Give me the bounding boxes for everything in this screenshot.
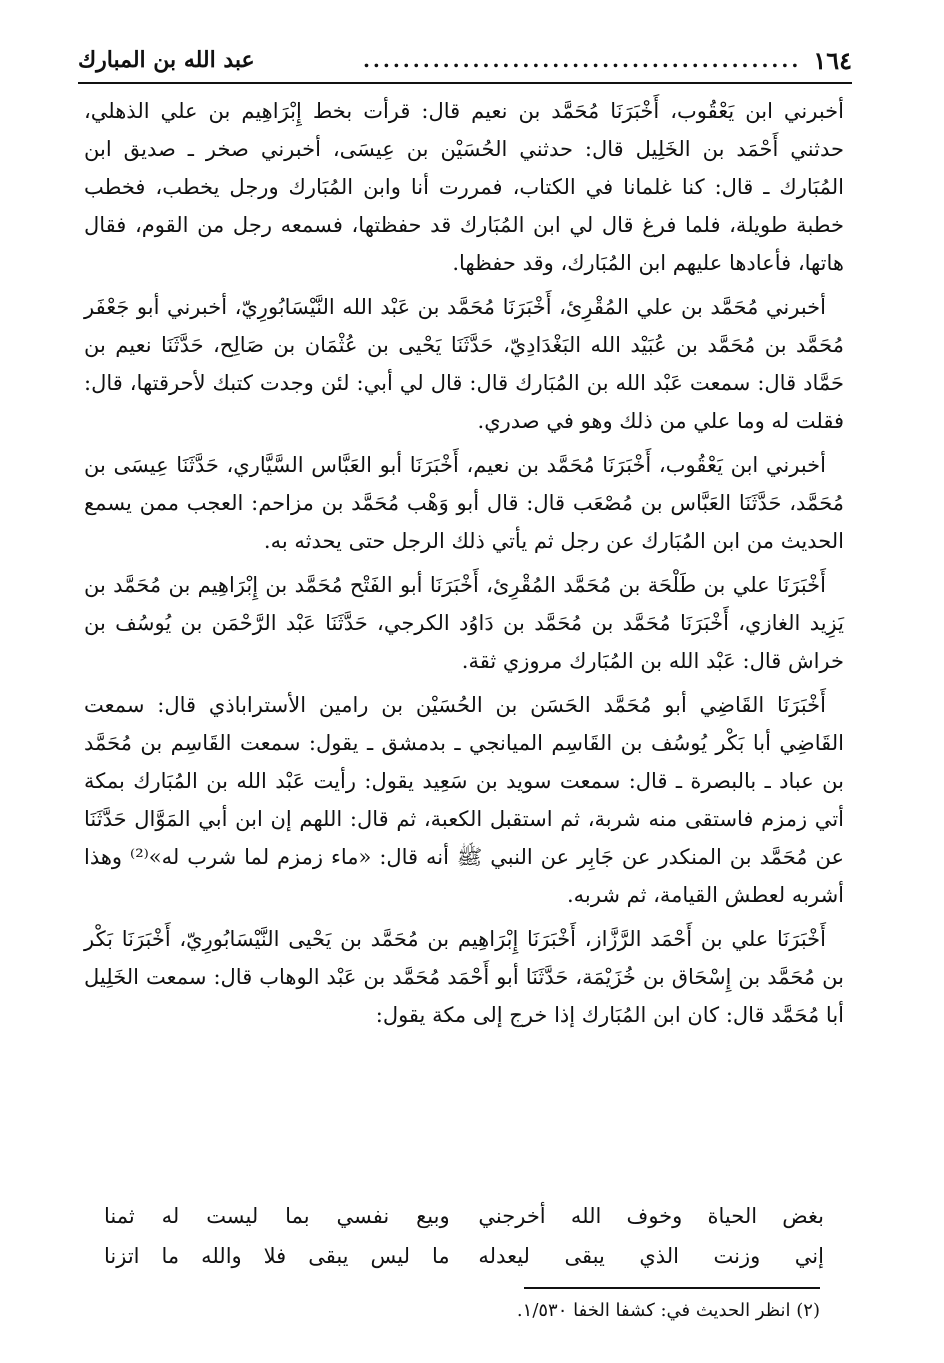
page-header bbox=[78, 38, 852, 84]
main-text bbox=[84, 92, 844, 1040]
footnote-divider bbox=[524, 1287, 820, 1289]
page-number: ١٦٤ bbox=[813, 45, 852, 75]
poem-second-hemistich: ما ليس يبقى فلا والله ما اتزنا bbox=[104, 1244, 450, 1268]
paragraph: أخبرني ابن يَعْقُوب، أَخْبَرَنَا مُحَمَّد بن نعيم، أَخْبَرَنَا أبو العَبَّاس السَّيَّاري، حَدَّثَنَا عِيسَى بن مُحَمَّد، حَدَّثَنَا العَبَّاس بن مُصْعَب قال: قال أبو وَهْب مُحَمَّد بن مزاحم: العجب ممن يسمع الحديث من ابن المُبَارك عن رجل ثم يأتي ذلك الرجل حتى يحدثه به. bbox=[84, 453, 844, 553]
footnote: (٢) انظر الحديث في: كشفا الخفا ١/٥٣٠. bbox=[516, 1300, 820, 1321]
poem-line bbox=[104, 1196, 824, 1236]
paragraph: أَخْبَرَنَا علي بن طَلْحَة بن مُحَمَّد المُقْرِئ، أَخْبَرَنَا أبو الفَتْح مُحَمَّد بن إِبْرَاهِيم بن مُحَمَّد بن يَزِيد الغازي، أَخْبَرَنَا مُحَمَّد بن مُحَمَّد بن دَاوُد الكرجي، حَدَّثَنَا عَبْد الرَّحْمَن بن يُوسُف بن خراش قال: عَبْد الله بن المُبَارك مروزي ثقة. bbox=[84, 573, 844, 673]
poem bbox=[104, 1196, 824, 1276]
poem-first-hemistich: بغض الحياة وخوف الله أخرجني bbox=[478, 1204, 824, 1228]
poem-first-hemistich: إني وزنت الذي يبقى ليعدله bbox=[478, 1244, 824, 1268]
poem-second-hemistich: وبيع نفسي بما ليست له ثمنا bbox=[104, 1204, 450, 1228]
paragraph: أخبرني ابن يَعْقُوب، أَخْبَرَنَا مُحَمَّد بن نعيم قال: قرأت بخط إِبْرَاهِيم بن علي الذهلي، حدثني أَحْمَد بن الخَلِيل قال: حدثني الحُسَيْن بن عِيسَى، أخبرني صخر ـ صديق ابن المُبَارك ـ قال: كنا غلمانا في الكتاب، فمررت أنا وابن المُبَارك ورجل يخطب، فخطب خطبة طويلة، فلما فرغ قال لي ابن المُبَارك قد حفظتها، فسمعه رجل من القوم، فقال هاتها، فأعادها عليهم ابن المُبَارك، وقد حفظها. bbox=[84, 99, 844, 275]
paragraph: أَخْبَرَنَا القَاضِي أبو مُحَمَّد الحَسَن بن الحُسَيْن بن رامين الأستراباذي قال: سمعت القَاضِي أبا بَكْر يُوسُف بن القَاسِم الميانجي ـ بدمشق ـ يقول: سمعت القَاسِم بن مُحَمَّد بن عباد ـ بالبصرة ـ قال: سمعت سويد بن سَعِيد يقول: رأيت عَبْد الله بن المُبَارك بمكة أتي زمزم فاستقى منه شربة، ثم استقبل الكعبة، ثم قال: اللهم إن ابن أبي المَوَّال حَدَّثَنَا عن مُحَمَّد بن المنكدر عن جَابِر عن النبي ﷺ أنه قال: «ماء زمزم لما شرب له»⁽²⁾ وهذا أشربه لعطش القيامة، ثم شربه. bbox=[84, 693, 845, 907]
poem-line bbox=[104, 1236, 824, 1276]
dot-leader: ............................................ bbox=[362, 48, 802, 72]
paragraph: أخبرني مُحَمَّد بن علي المُقْرِئ، أَخْبَرَنَا مُحَمَّد بن عَبْد الله النَّيْسَابُورِيّ، أخبرني أبو جَعْفَر مُحَمَّد بن مُحَمَّد بن عُبَيْد الله البَغْدَادِيّ، حَدَّثَنَا يَحْيى بن عُثْمَان بن صَالِح، حَدَّثَنَا نعيم بن حَمَّاد قال: سمعت عَبْد الله بن المُبَارك قال: قال لي أبي: لئن وجدت كتبك لأحرقتها، قال: فقلت له وما علي من ذلك وهو في صدري. bbox=[84, 295, 844, 433]
paragraph: أَخْبَرَنَا علي بن أَحْمَد الرَّزَّاز، أَخْبَرَنَا إِبْرَاهِيم بن مُحَمَّد بن يَحْيى النَّيْسَابُورِيّ، أَخْبَرَنَا بَكْر بن مُحَمَّد بن إِسْحَاق بن خُزَيْمَة، حَدَّثَنَا أبو أَحْمَد مُحَمَّد بن عَبْد الوهاب قال: سمعت الخَلِيل أبا مُحَمَّد قال: كان ابن المُبَارك إذا خرج إلى مكة يقول: bbox=[84, 927, 844, 1027]
running-title: عبد الله بن المبارك bbox=[78, 47, 255, 73]
